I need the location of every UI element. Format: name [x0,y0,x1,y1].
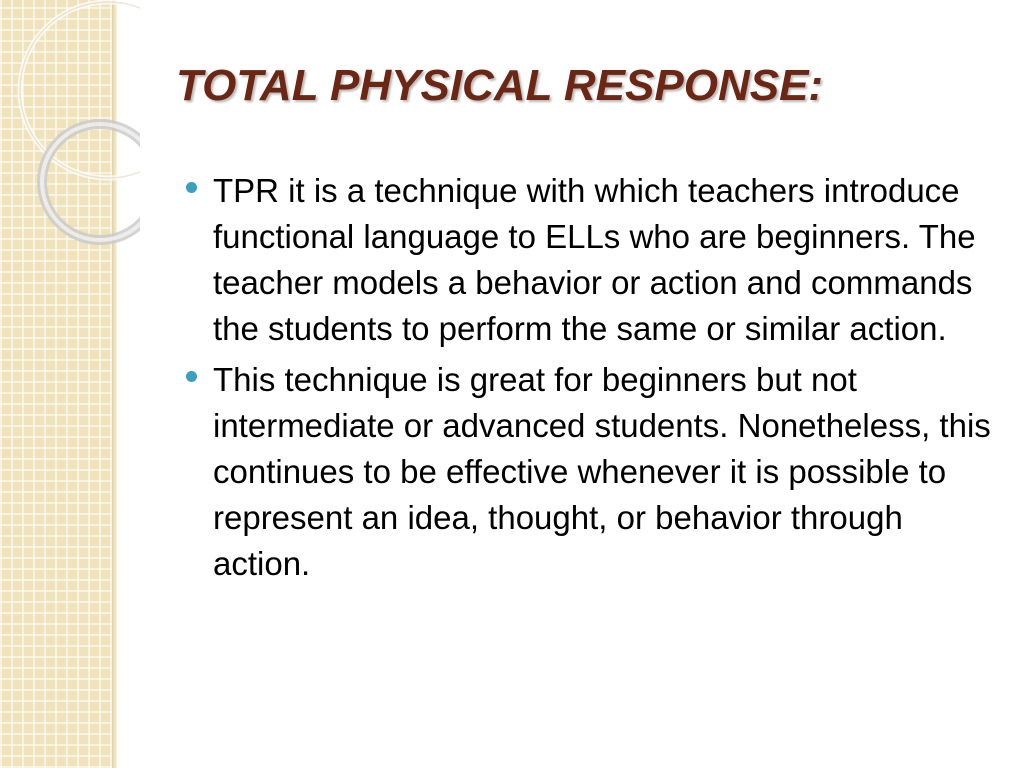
decorative-rings [0,0,140,300]
bullet-list [186,168,996,592]
bullet-item [186,357,996,587]
slide-title: TOTAL PHYSICAL RESPONSE: [176,61,824,110]
bullet-dot-icon [186,182,197,193]
bullet-text: This technique is great for beginners but not intermediate or advanced students. Nonetheless, this continues to be effective whenever it is possible to represent an idea, thought, or behavior through action. [213,361,991,582]
decorative-ring-small-highlight [42,124,140,240]
decorative-ring-large-shadow [20,2,140,178]
bullet-text: TPR it is a technique with which teachers introduce functional language to ELLs who are beginners. The teacher models a behavior or action and commands the students to perform the same or similar action. [213,172,976,347]
bullet-dot-icon [186,371,197,382]
bullet-item [186,168,996,352]
decorative-ring-large [20,2,140,178]
